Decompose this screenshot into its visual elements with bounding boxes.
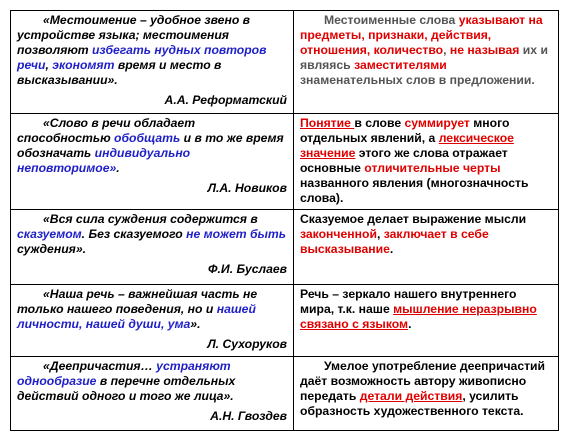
text-run: . Без сказуемого — [81, 227, 187, 241]
comment-cell — [294, 285, 559, 357]
text-run: Понятие — [300, 116, 355, 130]
text-run: нашей личности, нашей души, ума — [17, 302, 256, 331]
quote-cell — [11, 285, 294, 357]
text-run: в перечне отдельных действий одного и того же лица». — [17, 374, 236, 403]
text-run: , — [376, 227, 384, 241]
quote-text — [17, 287, 287, 332]
quote-author: А.А. Реформатский — [164, 93, 287, 107]
text-run: Местоименные слова — [324, 13, 459, 27]
text-run: . — [389, 242, 394, 256]
text-run: сказуемом — [17, 227, 82, 241]
quote-text — [17, 13, 287, 88]
text-run: , — [45, 58, 53, 72]
comment-cell — [294, 114, 559, 210]
table-row — [11, 285, 559, 357]
quote-text — [17, 212, 287, 257]
text-run: и в то же время обозначать — [17, 131, 284, 160]
text-run: Сказуемое делает выражение мысли — [300, 212, 527, 226]
text-run: индивидуально неповторимое» — [17, 146, 191, 175]
table-row — [11, 11, 559, 114]
text-run: «Вся сила суждения содержится в — [43, 212, 258, 226]
text-run: отличительные черты — [364, 161, 501, 175]
text-run: заместителями — [354, 58, 447, 72]
text-run: указывают на предметы, признаки, действия, отношения, количество — [300, 13, 543, 57]
quote-cell — [11, 114, 294, 210]
comment-cell — [294, 357, 559, 431]
table-row — [11, 210, 559, 285]
quotes-table — [10, 10, 559, 431]
table-row — [11, 114, 559, 210]
text-run: «Наша речь – важнейшая часть не только нашего поведения, но и — [17, 287, 258, 316]
text-run: названного явления (многозначность слова). — [300, 176, 529, 205]
text-run: мышление неразрывно связано с языком — [300, 302, 537, 331]
text-run: «Местоимение – удобное звено в устройстве языка; местоимения позволяют — [17, 13, 251, 57]
text-run: устраняют однообразие — [17, 359, 231, 388]
quote-author: А.Н. Гвоздев — [210, 409, 287, 423]
text-run: их и являясь — [300, 43, 548, 72]
text-run: . — [408, 317, 412, 331]
quote-cell — [11, 210, 294, 285]
text-run: лексическое значение — [300, 131, 514, 160]
text-run: суждения». — [17, 242, 86, 256]
quote-text — [17, 116, 287, 176]
text-run: много отдельных явлений, а — [300, 116, 510, 145]
quote-cell — [11, 11, 294, 114]
text-run: обобщать — [114, 131, 181, 145]
text-run: в слове — [354, 116, 405, 130]
table-row — [11, 357, 559, 431]
text-run: экономят — [52, 58, 115, 72]
text-run: законченной — [300, 227, 377, 241]
comment-cell — [294, 210, 559, 285]
text-run: не может быть — [186, 227, 286, 241]
text-run: Умелое употребление деепричастий даёт возможность автору живописно передать — [300, 359, 546, 403]
text-run: заключает в себе высказывание — [300, 227, 489, 256]
quote-cell — [11, 357, 294, 431]
text-run: детали действия — [359, 389, 463, 403]
text-run: знаменательных слов в предложении. — [300, 73, 535, 87]
text-run: не называя — [449, 43, 520, 57]
text-run: , усилить образность художественного текста. — [300, 389, 524, 418]
quote-author: Ф.И. Буслаев — [208, 262, 287, 276]
text-run: ». — [190, 317, 201, 331]
text-run: время и место в высказывании». — [17, 58, 222, 87]
text-run: Речь – зеркало нашего внутреннего мира, т.к. наше — [300, 287, 517, 316]
quote-text — [17, 359, 287, 404]
text-run: «Деепричастия… — [43, 359, 157, 373]
text-run: , — [443, 43, 450, 57]
text-run: «Слово в речи обладает способностью — [17, 116, 196, 145]
text-run: избегать нудных повторов речи — [17, 43, 267, 72]
comment-cell — [294, 11, 559, 114]
quote-author: Л. Сухоруков — [207, 337, 287, 351]
text-run: этого же слова отражает основные — [300, 146, 508, 175]
text-run: . — [116, 161, 120, 175]
quote-author: Л.А. Новиков — [207, 181, 287, 195]
text-run: суммирует — [404, 116, 470, 130]
